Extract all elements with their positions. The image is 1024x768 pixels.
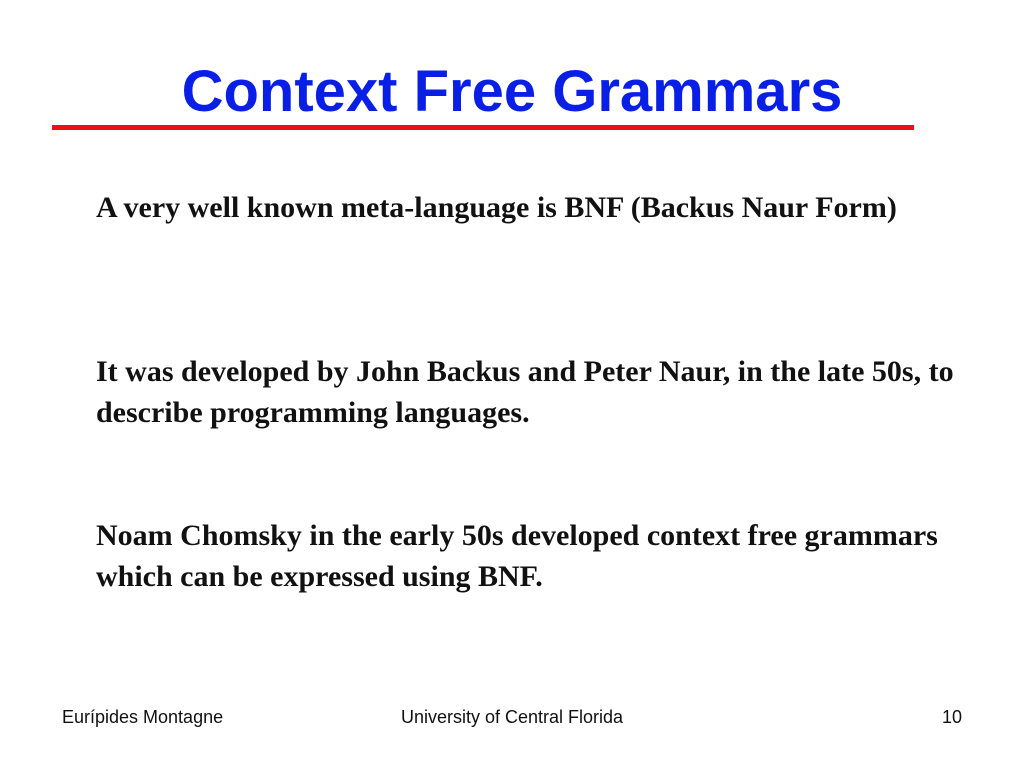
- footer-author: Eurípides Montagne: [62, 707, 224, 727]
- footer-institution: University of Central Florida: [400, 707, 624, 727]
- title-underline-divider: [52, 125, 914, 130]
- paragraph-chomsky: Noam Chomsky in the early 50s developed context free grammars which can be expressed using BNF.: [96, 519, 938, 593]
- slide-title: Context Free Grammars: [181, 59, 843, 124]
- paragraph-bnf-intro: A very well known meta-language is BNF (Backus Naur Form): [96, 191, 897, 224]
- paragraph-bnf-history: It was developed by John Backus and Peter Naur, in the late 50s, to describe programming languages.: [96, 355, 954, 429]
- footer-page-number: 10: [941, 707, 962, 727]
